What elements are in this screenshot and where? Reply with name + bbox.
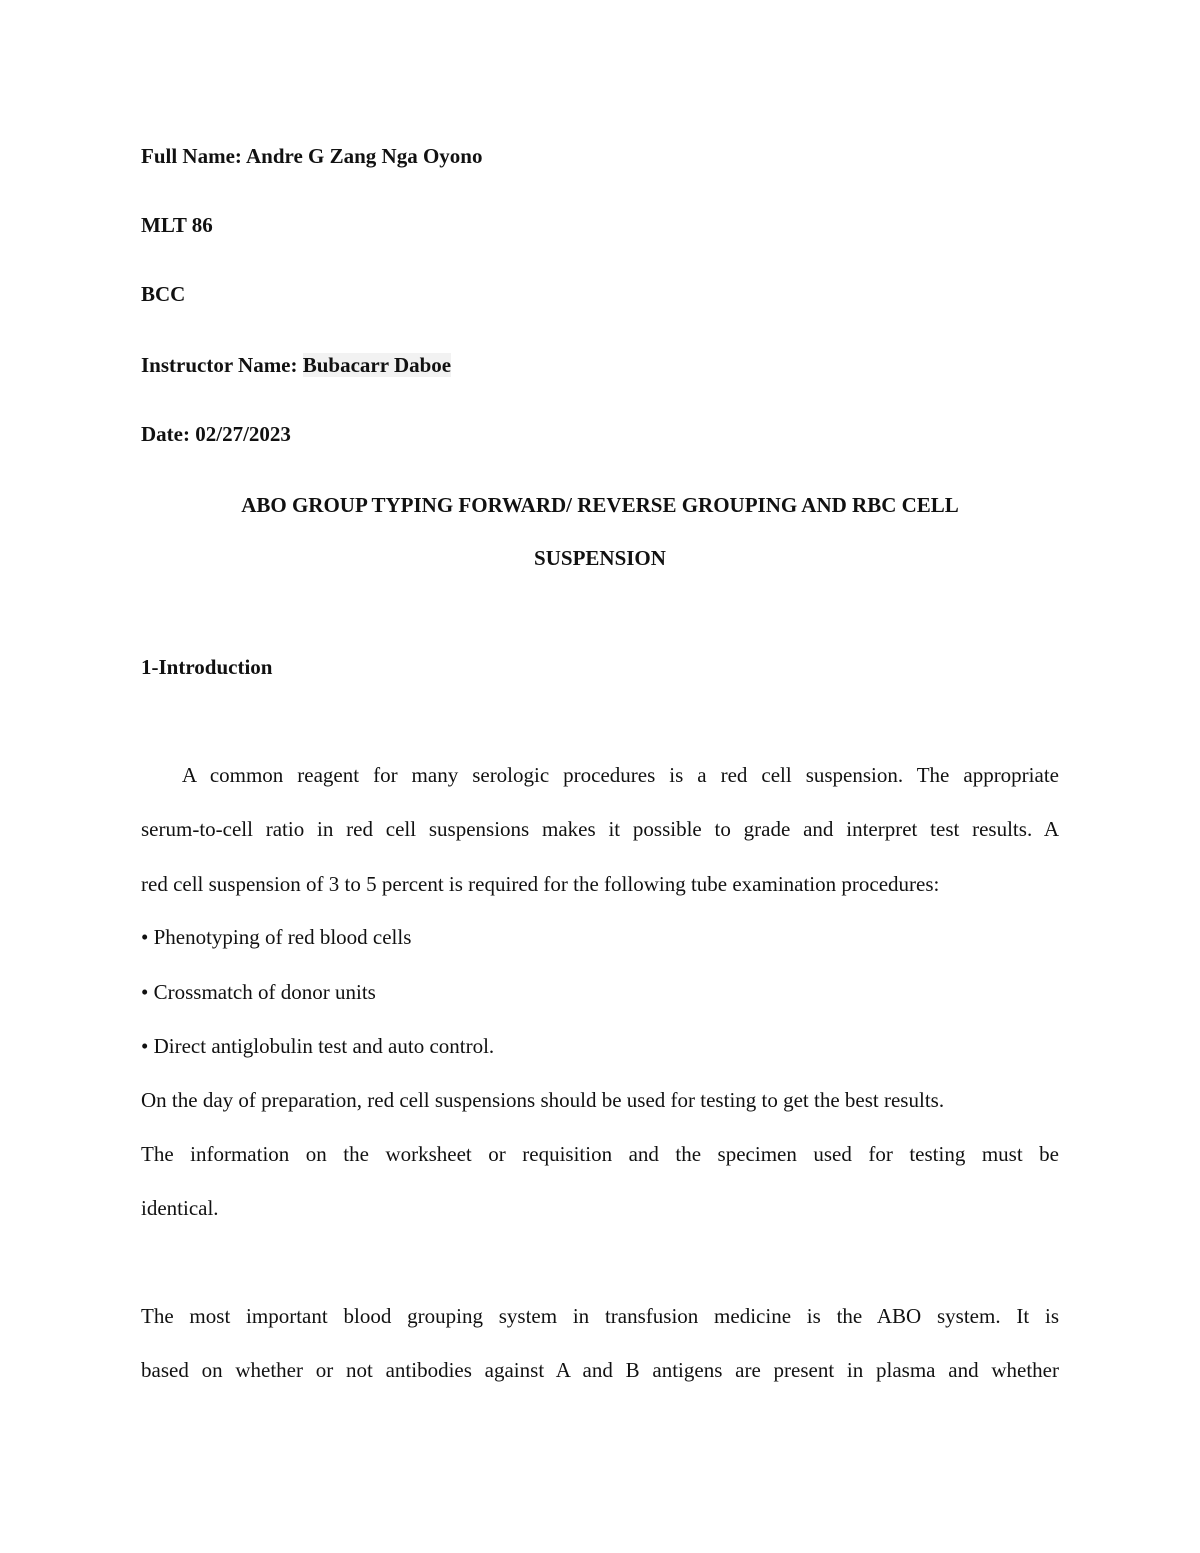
instructor-value: Bubacarr Daboe — [302, 353, 452, 377]
course-line: MLT 86 — [141, 213, 213, 237]
instructor-line — [141, 352, 451, 378]
section-heading: 1-Introduction — [141, 655, 273, 679]
bullet-item-1: • Phenotyping of red blood cells — [141, 925, 412, 949]
paragraph-1-line-2: serum-to-cell ratio in red cell suspensions makes it possible to grade and interpret test results. A — [141, 817, 1059, 841]
school-line: BCC — [141, 282, 186, 306]
date-line — [141, 421, 291, 447]
full-name-line — [141, 143, 483, 169]
full-name-value: Andre G Zang Nga Oyono — [246, 144, 483, 168]
paragraph-2-line-1: On the day of preparation, red cell suspensions should be used for testing to get the best results. — [141, 1088, 945, 1112]
paragraph-1-line-3: red cell suspension of 3 to 5 percent is required for the following tube examination procedures: — [141, 872, 940, 896]
title-line-2: SUSPENSION — [534, 546, 666, 570]
paragraph-2-line-3: identical. — [141, 1196, 219, 1220]
bullet-item-3: • Direct antiglobulin test and auto control. — [141, 1034, 495, 1058]
bullet-item-2: • Crossmatch of donor units — [141, 980, 376, 1004]
date-value: 02/27/2023 — [195, 422, 291, 446]
paragraph-1-line-1: A common reagent for many serologic procedures is a red cell suspension. The appropriate — [141, 763, 1059, 787]
paragraph-2-line-2: The information on the worksheet or requisition and the specimen used for testing must be — [141, 1142, 1059, 1166]
title-line-1: ABO GROUP TYPING FORWARD/ REVERSE GROUPING AND RBC CELL — [241, 493, 959, 517]
paragraph-3-line-2: based on whether or not antibodies against A and B antigens are present in plasma and whether — [141, 1358, 1059, 1382]
full-name-label: Full Name: — [141, 144, 246, 168]
instructor-label: Instructor Name: — [141, 353, 303, 377]
date-label: Date: — [141, 422, 196, 446]
paragraph-3-line-1: The most important blood grouping system in transfusion medicine is the ABO system. It is — [141, 1304, 1059, 1328]
